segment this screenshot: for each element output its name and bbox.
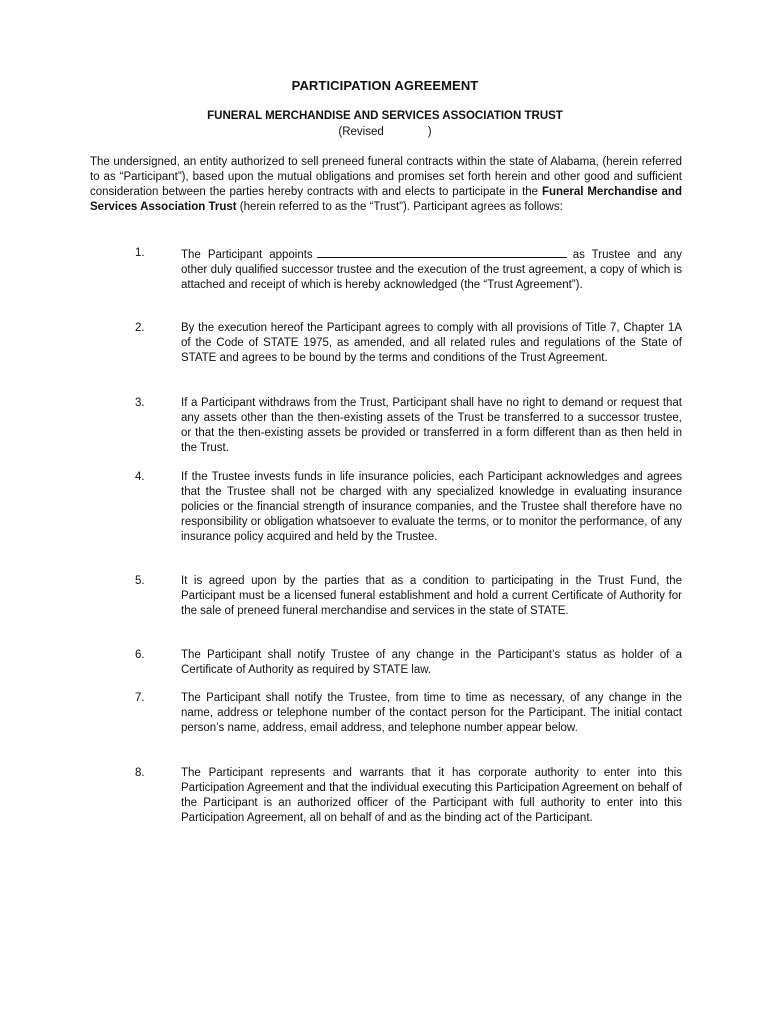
clause-1-text-before: The Participant appoints: [181, 249, 313, 261]
clause-text: The Participant shall notify the Trustee, from time to time as necessary, of any change in the name, address or telephone number of the contact person for the Participant. The initial contact person’s name, address, email address, and telephone number appear below.: [181, 692, 682, 734]
document-subtitle: FUNERAL MERCHANDISE AND SERVICES ASSOCIATION TRUST: [207, 110, 563, 122]
clause-number: 1.: [135, 247, 145, 259]
intro-text-2: (herein referred to as the “Trust”). Participant agrees as follows:: [236, 201, 563, 213]
clause-text: If a Participant withdraws from the Trust, Participant shall have no right to demand or request that any assets other than the then-existing assets of the Trust be transferred to a successor trustee, or that the then-existing assets be provided or transferred in a form different than as then held in the Trust.: [181, 397, 682, 454]
clause-number: 4.: [135, 471, 145, 483]
clause-text: It is agreed upon by the parties that as a condition to participating in the Trust Fund, the Participant must be a licensed funeral establishment and hold a current Certificate of Authority for the sale of preneed funeral merchandise and services in the state of STATE.: [181, 575, 682, 617]
revised-line: [0, 126, 770, 138]
clause-text: The Participant shall notify Trustee of any change in the Participant’s status as holder of a Certificate of Authority as required by STATE law.: [181, 649, 682, 676]
clause-text: [181, 246, 682, 293]
clause-number: 6.: [135, 649, 145, 661]
clause-text: By the execution hereof the Participant agrees to comply with all provisions of Title 7, Chapter 1A of the Code of STATE 1975, as amended, and all related rules and regulations of the State of STATE and agrees to be bound by the terms and conditions of the Trust Agreement.: [181, 322, 682, 364]
trustee-name-blank: [317, 246, 567, 258]
revised-close: ): [427, 126, 432, 138]
clause-number: 7.: [135, 692, 145, 704]
clause-number: 5.: [135, 575, 145, 587]
revised-open: (Revised: [338, 126, 384, 138]
clause-1-text-after: as Trustee and any other duly qualified successor trustee and the execution of the trust agreement, a copy of which is attached and receipt of which is hereby acknowledged (the “Trust Agreement”).: [181, 249, 682, 291]
clause-number: 3.: [135, 397, 145, 409]
clause-number: 8.: [135, 767, 145, 779]
intro-trust-name: Funeral Merchandise and Services Association Trust: [90, 186, 682, 213]
clause-text: The Participant represents and warrants that it has corporate authority to enter into this Participation Agreement and that the individual executing this Participation Agreement on behalf of the Participant is an authorized officer of the Participant with full authority to enter into this Participation Agreement, all on behalf of and as the binding act of the Participant.: [181, 767, 682, 824]
clause-number: 2.: [135, 322, 145, 334]
intro-paragraph: [90, 155, 682, 215]
clause-text: If the Trustee invests funds in life insurance policies, each Participant acknowledges and agrees that the Trustee shall not be charged with any specialized knowledge in evaluating insurance policies or the financial strength of insurance companies, and the Trustee shall therefore have no responsibility or obligation whatsoever to evaluate the terms, or to monitor the performance, of any insurance policy acquired and held by the Trustee.: [181, 471, 682, 543]
intro-text-1: The undersigned, an entity authorized to sell preneed funeral contracts within the state of Alabama, (herein referred to as “Participant”), based upon the mutual obligations and promises set forth herein and other good and sufficient consideration between the parties hereby contracts with and elects to participate in the: [90, 156, 682, 198]
document-title: PARTICIPATION AGREEMENT: [291, 78, 479, 93]
